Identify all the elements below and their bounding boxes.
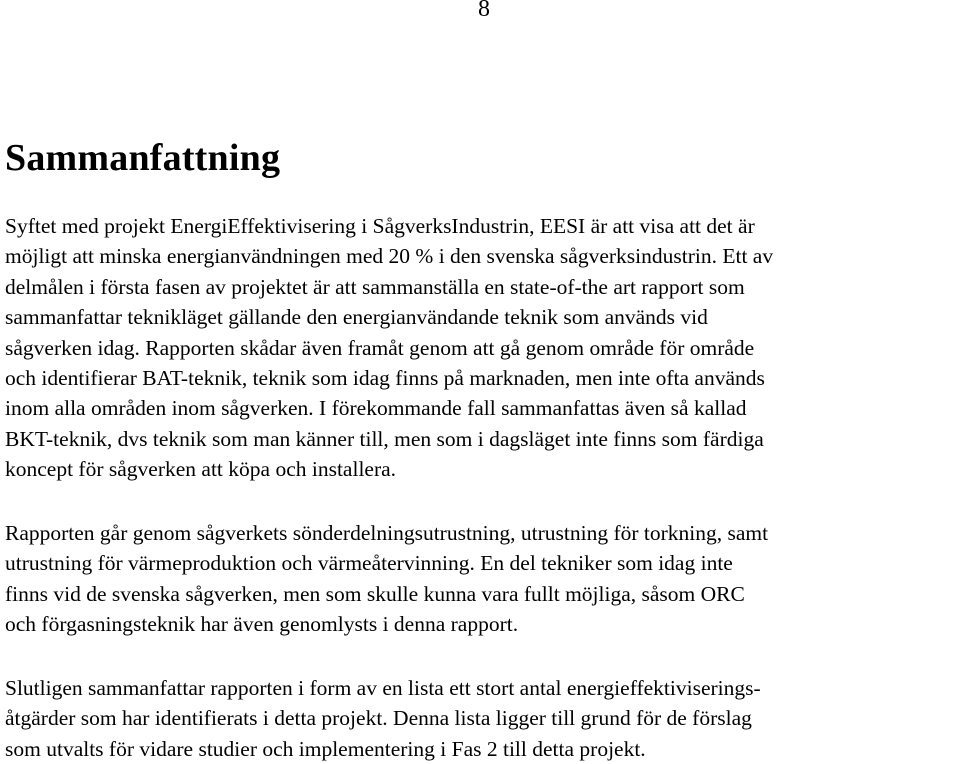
paragraph-line: och identifierar BAT-teknik, teknik som idag finns på marknaden, men inte ofta används xyxy=(5,366,765,391)
paragraph-line: BKT-teknik, dvs teknik som man känner till, men som i dagsläget inte finns som färdiga xyxy=(5,426,764,451)
paragraph-line: Rapporten går genom sågverkets sönderdelningsutrustning, utrustning för torkning, samt xyxy=(5,521,769,545)
paragraph-line: sågverken idag. Rapporten skådar även framåt genom att gå genom område för område xyxy=(5,335,755,360)
page-number: 8 xyxy=(478,0,490,22)
paragraph-line: delmålen i första fasen av projektet är att sammanställa en state-of-the art rapport som xyxy=(5,274,745,299)
paragraph-line: och förgasningsteknik har även genomlysts i denna rapport. xyxy=(5,612,519,637)
paragraph-line: inom alla områden inom sågverken. I förekommande fall sammanfattas även så kallad xyxy=(5,396,747,421)
section-heading: Sammanfattning xyxy=(5,137,281,179)
paragraph-line: Syftet med projekt EnergiEffektivisering i SågverksIndustrin, EESI är att visa att det är xyxy=(5,214,755,238)
paragraph-line: Slutligen sammanfattar rapporten i form av en lista ett stort antal energieffektiviserings- xyxy=(5,676,761,700)
paragraph-line: möjligt att minska energianvändningen med 20 % i den svenska sågverksindustrin. Ett av xyxy=(5,244,774,269)
paragraph-line: som utvalts för vidare studier och implementering i Fas 2 till detta projekt. xyxy=(5,736,646,761)
paragraph-line: koncept för sågverken att köpa och installera. xyxy=(5,457,397,482)
paragraph-purpose xyxy=(5,211,960,485)
paragraph-conclusion xyxy=(5,673,960,764)
paragraph-equipment xyxy=(5,518,960,640)
paragraph-line: sammanfattar teknikläget gällande den energianvändande teknik som används vid xyxy=(5,305,708,330)
paragraph-line: utrustning för värmeproduktion och värmeåtervinning. En del tekniker som idag inte xyxy=(5,551,733,576)
paragraph-line: finns vid de svenska sågverken, men som skulle kunna vara fullt möjliga, såsom ORC xyxy=(5,581,745,606)
paragraph-line: åtgärder som har identifierats i detta projekt. Denna lista ligger till grund för de förslag xyxy=(5,706,752,731)
